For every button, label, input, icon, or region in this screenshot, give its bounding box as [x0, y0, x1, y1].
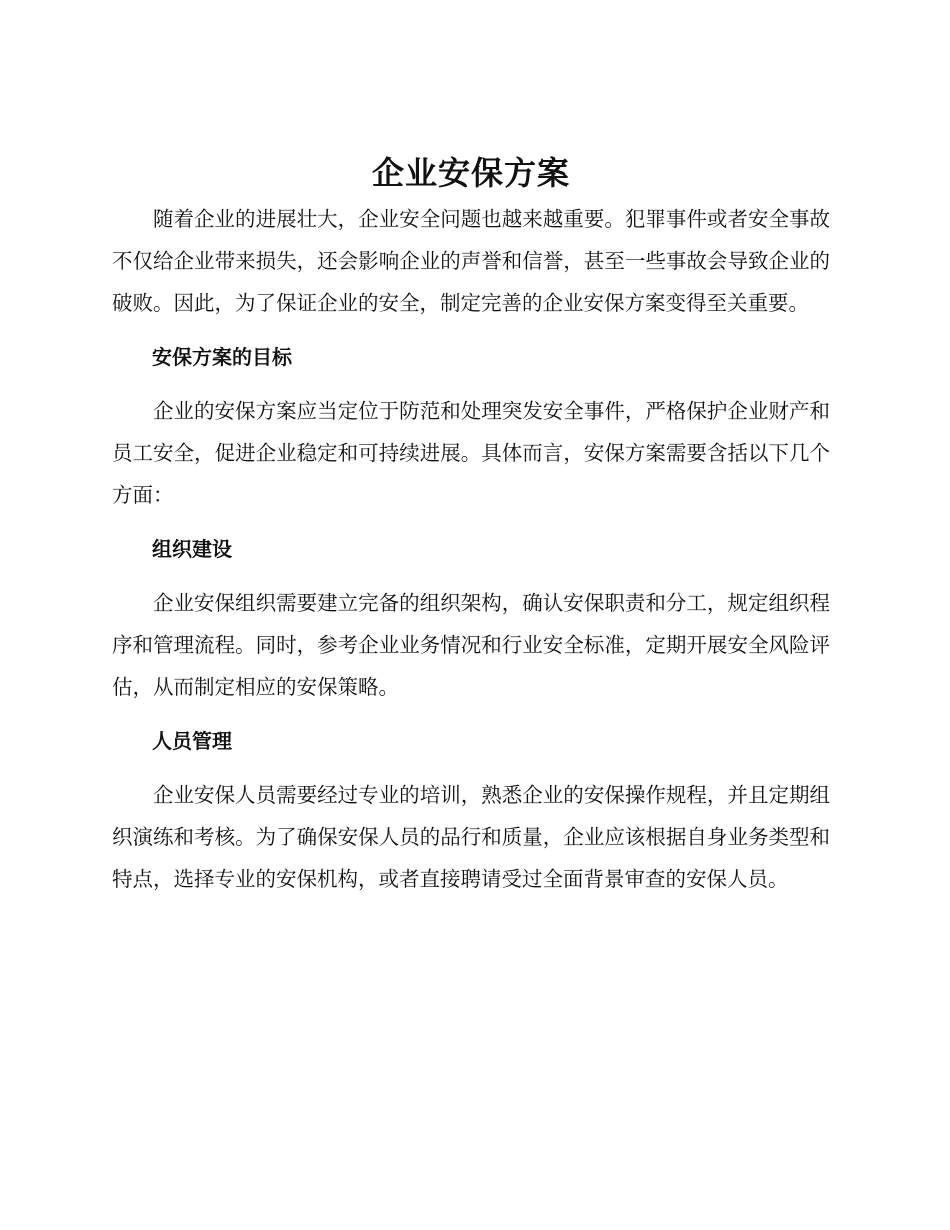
- section-goals: [112, 336, 830, 516]
- document-page: [112, 148, 830, 900]
- section-heading-goals: 安保方案的目标: [152, 345, 292, 369]
- section-body-personnel: 企业安保人员需要经过专业的培训，熟悉企业的安保操作规程，并且定期组织演练和考核。为了确保安保人员的品行和质量，企业应该根据自身业务类型和特点，选择专业的安保机构，或者直接聘请受过全面背景审查的安保人员。: [112, 783, 830, 891]
- intro-paragraph: 随着企业的进展壮大，企业安全问题也越来越重要。犯罪事件或者安全事故不仅给企业带来损失，还会影响企业的声誉和信誉，甚至一些事故会导致企业的破败。因此，为了保证企业的安全，制定完善的企业安保方案变得至关重要。: [112, 207, 830, 315]
- section-heading-personnel: 人员管理: [152, 729, 232, 753]
- document-title: 企业安保方案: [371, 154, 570, 192]
- section-body-goals: 企业的安保方案应当定位于防范和处理突发安全事件，严格保护企业财产和员工安全，促进企业稳定和可持续进展。具体而言，安保方案需要含括以下几个方面：: [112, 399, 830, 507]
- section-organization: [112, 528, 830, 708]
- section-personnel: [112, 720, 830, 900]
- section-heading-organization: 组织建设: [152, 537, 232, 561]
- section-body-organization: 企业安保组织需要建立完备的组织架构，确认安保职责和分工，规定组织程序和管理流程。同时，参考企业业务情况和行业安全标准，定期开展安全风险评估，从而制定相应的安保策略。: [112, 591, 830, 699]
